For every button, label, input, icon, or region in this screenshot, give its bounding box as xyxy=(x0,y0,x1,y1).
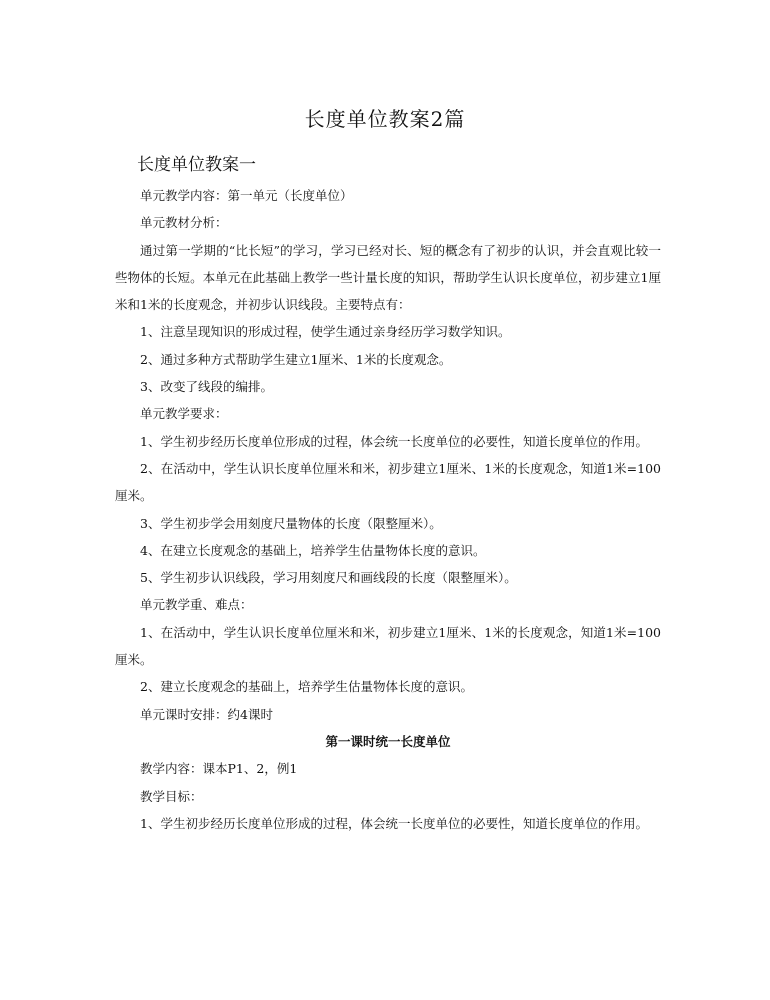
document-body xyxy=(115,182,661,837)
paragraph: 1、注意呈现知识的形成过程，使学生通过亲身经历学习数学知识。 xyxy=(140,324,511,340)
paragraph: 单元教学要求： xyxy=(140,406,228,422)
paragraph: 2、建立长度观念的基础上，培养学生估量物体长度的意识。 xyxy=(140,679,473,695)
paragraph: 单元教学重、难点： xyxy=(140,597,253,613)
paragraph: 单元课时安排：约4课时 xyxy=(140,706,273,722)
paragraph: 3、学生初步学会用刻度尺量物体的长度（限整厘米）。 xyxy=(140,515,442,531)
paragraph: 1、在活动中，学生认识长度单位厘米和米，初步建立1厘米、1米的长度观念，知道1米=100厘米。 xyxy=(115,624,661,668)
paragraph: 3、改变了线段的编排。 xyxy=(140,379,273,395)
paragraph: 教学内容：课本P1、2，例1 xyxy=(140,761,298,777)
document-title: 长度单位教案2篇 xyxy=(304,107,466,131)
paragraph: 1、学生初步经历长度单位形成的过程，体会统一长度单位的必要性，知道长度单位的作用。 xyxy=(140,433,648,449)
paragraph: 通过第一学期的“比长短”的学习，学习已经对长、短的概念有了初步的认识，并会直观比较一些物体的长短。本单元在此基础上教学一些计量长度的知识，帮助学生认识长度单位，初步建立1厘米和1米的长度观念，并初步认识线段。主要特点有： xyxy=(115,242,661,313)
paragraph: 2、在活动中，学生认识长度单位厘米和米，初步建立1厘米、1米的长度观念，知道1米=100厘米。 xyxy=(115,460,661,504)
paragraph: 教学目标： xyxy=(140,788,203,804)
paragraph: 2、通过多种方式帮助学生建立1厘米、1米的长度观念。 xyxy=(140,351,452,367)
paragraph: 单元教学内容：第一单元（长度单位） xyxy=(140,188,353,203)
paragraph: 5、学生初步认识线段，学习用刻度尺和画线段的长度（限整厘米）。 xyxy=(140,570,517,586)
paragraph: 单元教材分析： xyxy=(140,215,228,231)
lesson-heading: 第一课时统一长度单位 xyxy=(325,733,451,749)
paragraph: 1、学生初步经历长度单位形成的过程，体会统一长度单位的必要性，知道长度单位的作用。 xyxy=(140,815,648,831)
paragraph: 4、在建立长度观念的基础上，培养学生估量物体长度的意识。 xyxy=(140,542,486,558)
section-heading: 长度单位教案一 xyxy=(137,155,256,175)
